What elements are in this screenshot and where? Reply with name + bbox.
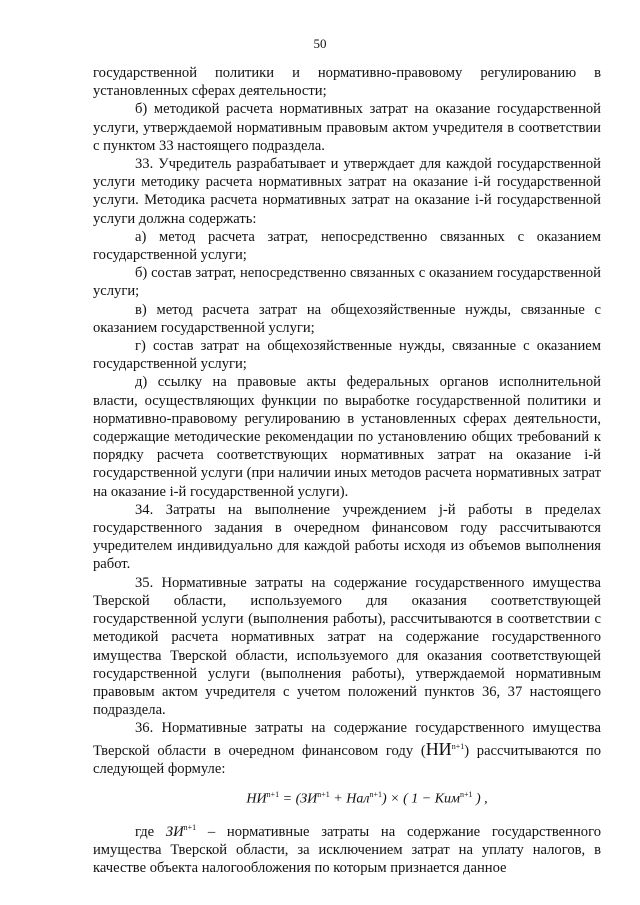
paragraph: 33. Учредитель разрабатывает и утверждает для каждой государственной услуги методику расчета нормативных затрат на оказание i-й государственной услуги. Методика расчета нормативных затрат на оказание i-й государственной услуги должна содержать: [93,156,601,227]
paragraph: г) состав затрат на общехозяйственные нужды, связанные с оказанием государственной услуги; [93,338,601,373]
symbol-ni: НИ [425,738,452,759]
paragraph-36: 36. Нормативные затраты на содержание государственного имущества Тверской области в очередном финансовом году $(НИ^{n+1})$ рассчитываются по следующей формуле: [93,720,601,777]
page-number: 50 [313,36,327,51]
paragraph-where: где $ЗИ^{n+1}$ – нормативные затраты на содержание государственного имущества Тверской области, за исключением затрат на уплату налогов, в качестве объекта налогообложения по которым признается данное [93,822,601,876]
paragraph: б) состав затрат, непосредственно связанных с оказанием государственной услуги; [93,265,601,300]
paragraph: в) метод расчета затрат на общехозяйственные нужды, связанные с оказанием государственной услуги; [93,301,601,336]
paragraph: 35. Нормативные затраты на содержание государственного имущества Тверской области, используемого для оказания соответствующей государственной услуги (выполнения работы), рассчитываются в соответствии с методикой расчета нормативных затрат на содержание государственного имущества Тверской области, используемого для оказания соответствующей государственной услуги (выполнения работы), утверждаемой нормативным правовым актом учредителя с учетом положений пунктов 36, 37 настоящего подраздела. [93,574,601,719]
paragraph: а) метод расчета затрат, непосредственно связанных с оказанием государственной услуги; [93,228,601,264]
paragraph: государственной политики и нормативно-правовому регулированию в установленных сферах деятельности; [93,65,601,100]
paragraph: 34. Затраты на выполнение учреждением j-й работы в пределах государственного задания в очередном финансовом году рассчитываются учредителем индивидуально для каждой работы исходя из объемов выполнения работ. [93,501,601,573]
paragraph: б) методикой расчета нормативных затрат на оказание государственной услуги, утверждаемой нормативным правовым актом учредителя в соответствии с пунктом 33 настоящего подраздела. [93,101,601,154]
paragraph: д) ссылку на правовые акты федеральных органов исполнительной власти, осуществляющих функции по выработке государственной политики и нормативно-правовому регулированию в установленных сферах деятельности, содержащие методические рекомендации по установлению общих требований к порядку расчета соответствующих нормативных затрат на оказание i-й государственной услуги (при наличии иных методов расчета нормативных затрат на оказание i-й государственной услуги). [93,374,601,500]
formula: $НИ^{n+1} = (ЗИ^{n+1} + Нал^{n+1})$ × ( 1 − Ким$^{n+1}$ ) , [246,789,488,807]
symbol-zi: ЗИ [165,823,184,840]
body-text [93,64,601,877]
